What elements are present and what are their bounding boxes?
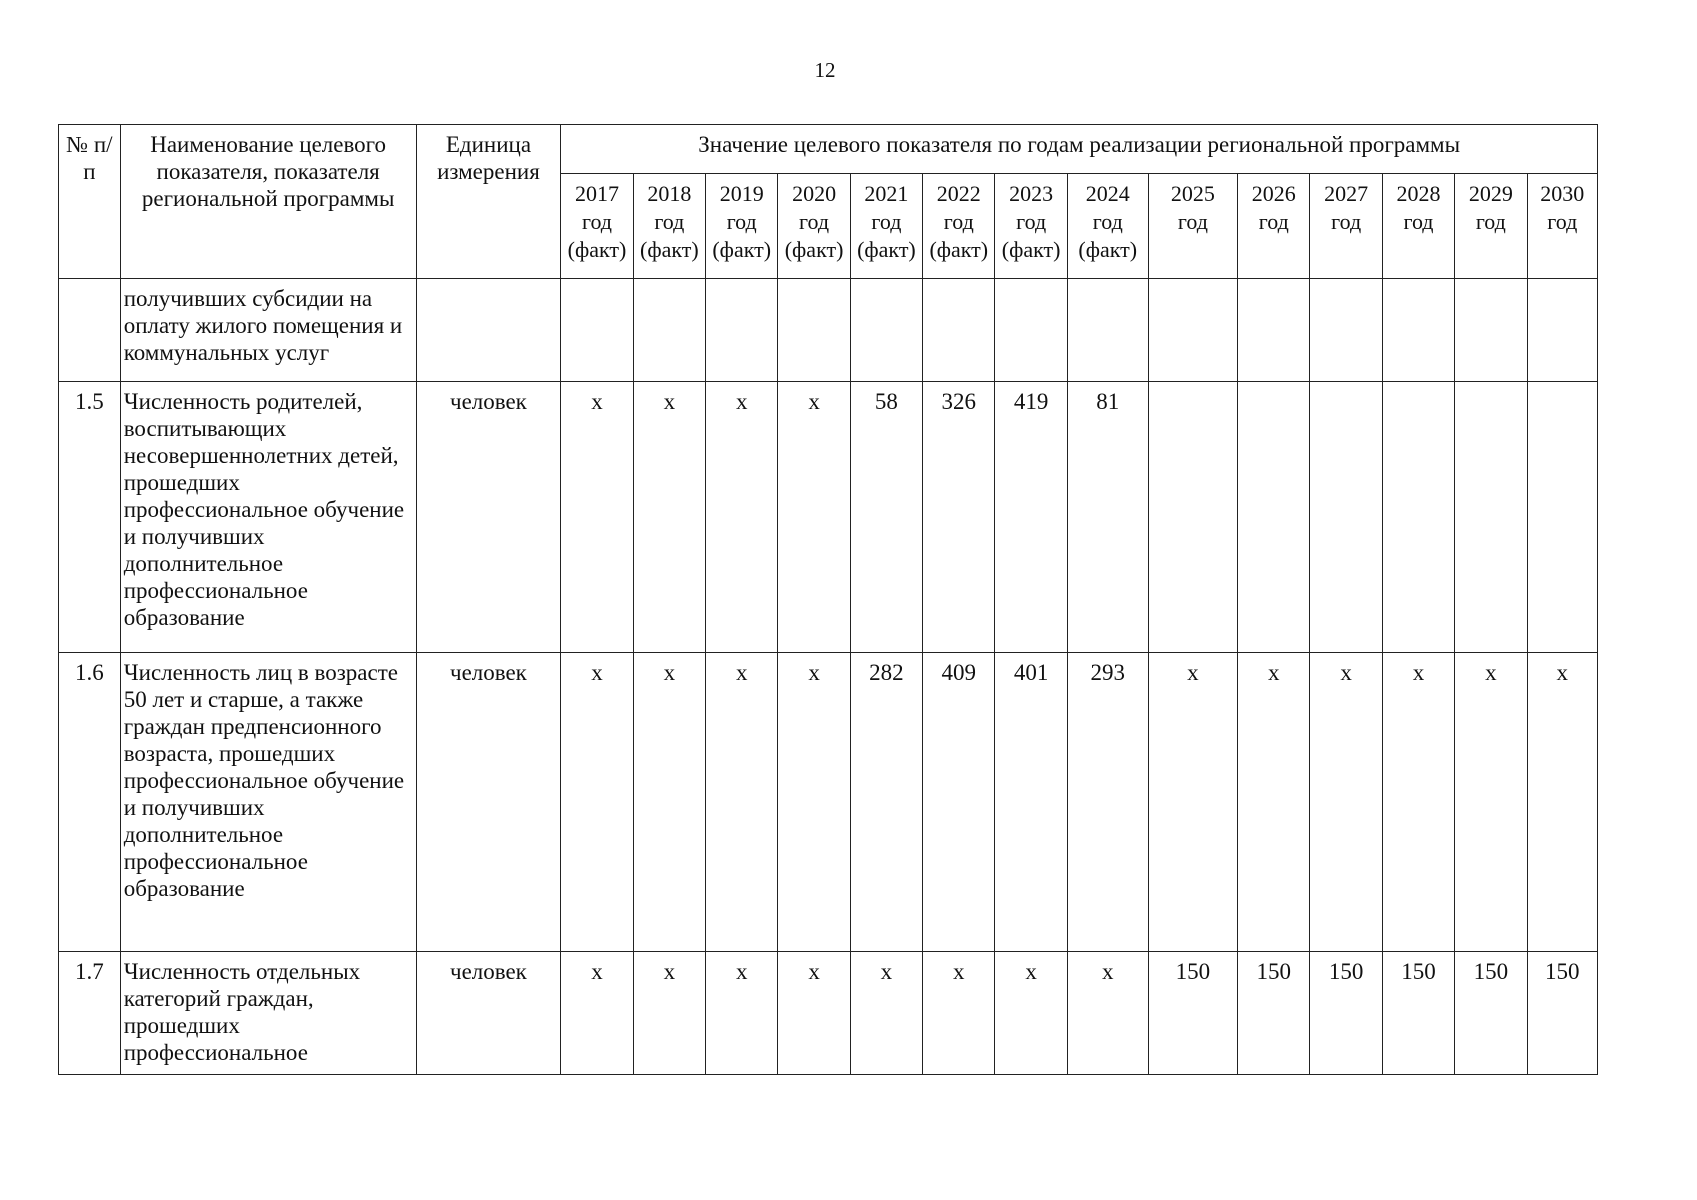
header-year-suffix: год [726,209,757,234]
header-year-year: 2027 [1324,181,1369,206]
header-year-suffix: год [1258,209,1289,234]
header-row [59,125,1598,174]
header-year-2018 [633,174,705,279]
table-row [59,952,1598,1075]
row-number: 1.6 [59,653,121,952]
value-cell [1527,279,1597,382]
header-year-year: 2017 [574,181,619,206]
value-cell: 150 [1455,952,1527,1075]
header-year-year: 2018 [647,181,692,206]
header-year-note: (факт) [567,237,627,262]
header-year-year: 2024 [1085,181,1130,206]
value-cell: х [850,952,922,1075]
value-cell [1382,382,1454,653]
value-cell [923,279,995,382]
unit-cell [416,279,561,382]
value-cell: х [706,952,778,1075]
value-cell: 150 [1310,952,1382,1075]
value-cell: 58 [850,382,922,653]
header-year-year: 2026 [1251,181,1296,206]
header-unit: Единица измерения [416,125,561,279]
value-cell: х [995,952,1067,1075]
value-cell: х [1067,952,1148,1075]
header-year-2029 [1455,174,1527,279]
header-year-2020 [778,174,850,279]
indicator-name: Численность родителей, воспитывающих несовершеннолетних детей, прошедших профессиональное обучение и получивших дополнительное профессиональное образование [120,382,416,653]
header-year-suffix: год [1177,209,1208,234]
value-cell: х [1527,653,1597,952]
value-cell [778,279,850,382]
value-cell [850,279,922,382]
value-cell: х [1238,653,1310,952]
header-year-suffix: год [1475,209,1506,234]
table-row [59,279,1598,382]
row-number [59,279,121,382]
header-year-note: (факт) [784,237,844,262]
value-cell [706,279,778,382]
header-year-year: 2023 [1009,181,1054,206]
header-year-note: (факт) [640,237,699,262]
value-cell: 419 [995,382,1067,653]
value-cell: х [1148,653,1237,952]
value-cell [1310,279,1382,382]
value-cell: х [561,653,633,952]
value-cell: х [778,653,850,952]
header-year-suffix: год [581,209,613,234]
row-number: 1.7 [59,952,121,1075]
value-cell [1238,279,1310,382]
header-year-suffix: год [1403,209,1434,234]
value-cell: 293 [1067,653,1148,952]
indicator-name: Численность лиц в возрасте 50 лет и старше, а также граждан предпенсионного возраста, прошедших профессиональное обучение и получивших дополнительное профессиональное образование [120,653,416,952]
header-year-note: (факт) [857,237,916,262]
value-cell: х [706,653,778,952]
header-year-year: 2019 [719,181,764,206]
value-cell: х [1310,653,1382,952]
indicator-name: получивших субсидии на оплату жилого помещения и коммунальных услуг [120,279,416,382]
header-year-suffix: год [1547,209,1578,234]
value-cell: 409 [923,653,995,952]
header-year-2019 [706,174,778,279]
unit-cell: человек [416,653,561,952]
value-cell: х [561,952,633,1075]
row-number: 1.5 [59,382,121,653]
header-year-suffix: год [871,209,902,234]
indicators-table [58,124,1598,1075]
value-cell [1238,382,1310,653]
header-year-note: (факт) [1001,237,1061,262]
value-cell: х [778,952,850,1075]
unit-cell: человек [416,952,561,1075]
header-num: № п/п [59,125,121,279]
value-cell: 150 [1382,952,1454,1075]
value-cell: 81 [1067,382,1148,653]
value-cell: х [633,653,705,952]
header-year-2028 [1382,174,1454,279]
header-year-2017 [561,174,633,279]
header-year-year: 2022 [936,181,981,206]
value-cell: х [633,382,705,653]
value-cell: 150 [1148,952,1237,1075]
value-cell [1455,279,1527,382]
table-body [59,279,1598,1075]
header-year-suffix: год [1016,209,1047,234]
header-year-2022 [923,174,995,279]
header-year-year: 2030 [1540,181,1585,206]
value-cell: х [633,952,705,1075]
value-cell [1455,382,1527,653]
header-name: Наименование целевого показателя, показателя региональной программы [120,125,416,279]
header-year-note: (факт) [1078,237,1138,262]
header-year-2021 [850,174,922,279]
table-row [59,653,1598,952]
value-cell [1148,279,1237,382]
table-row [59,382,1598,653]
value-cell [633,279,705,382]
unit-cell: человек [416,382,561,653]
value-cell: 326 [923,382,995,653]
value-cell: 150 [1238,952,1310,1075]
value-cell: х [561,382,633,653]
value-cell [1310,382,1382,653]
header-year-year: 2029 [1468,181,1513,206]
header-year-2027 [1310,174,1382,279]
header-year-2025 [1148,174,1237,279]
header-year-suffix: год [1331,209,1362,234]
header-year-suffix: год [799,209,830,234]
header-year-suffix: год [943,209,974,234]
value-cell [1382,279,1454,382]
indicator-name: Численность отдельных категорий граждан, прошедших профессиональное [120,952,416,1075]
value-cell: х [706,382,778,653]
header-year-suffix: год [654,209,685,234]
page-number: 12 [814,58,836,82]
header-year-note: (факт) [929,237,989,262]
header-year-2026 [1238,174,1310,279]
value-cell [1148,382,1237,653]
value-cell [995,279,1067,382]
header-year-year: 2021 [864,181,909,206]
value-cell: х [1455,653,1527,952]
header-year-year: 2025 [1170,181,1215,206]
value-cell: 401 [995,653,1067,952]
value-cell [1067,279,1148,382]
header-year-suffix: год [1092,209,1123,234]
value-cell [1527,382,1597,653]
value-cell [561,279,633,382]
header-year-note: (факт) [712,237,772,262]
header-year-2024 [1067,174,1148,279]
header-year-year: 2020 [792,181,837,206]
value-cell: х [923,952,995,1075]
value-cell: 282 [850,653,922,952]
header-year-2030 [1527,174,1597,279]
value-cell: 150 [1527,952,1597,1075]
header-year-2023 [995,174,1067,279]
header-group: Значение целевого показателя по годам реализации региональной программы [561,125,1598,174]
value-cell: х [1382,653,1454,952]
header-year-year: 2028 [1396,181,1441,206]
value-cell: х [778,382,850,653]
